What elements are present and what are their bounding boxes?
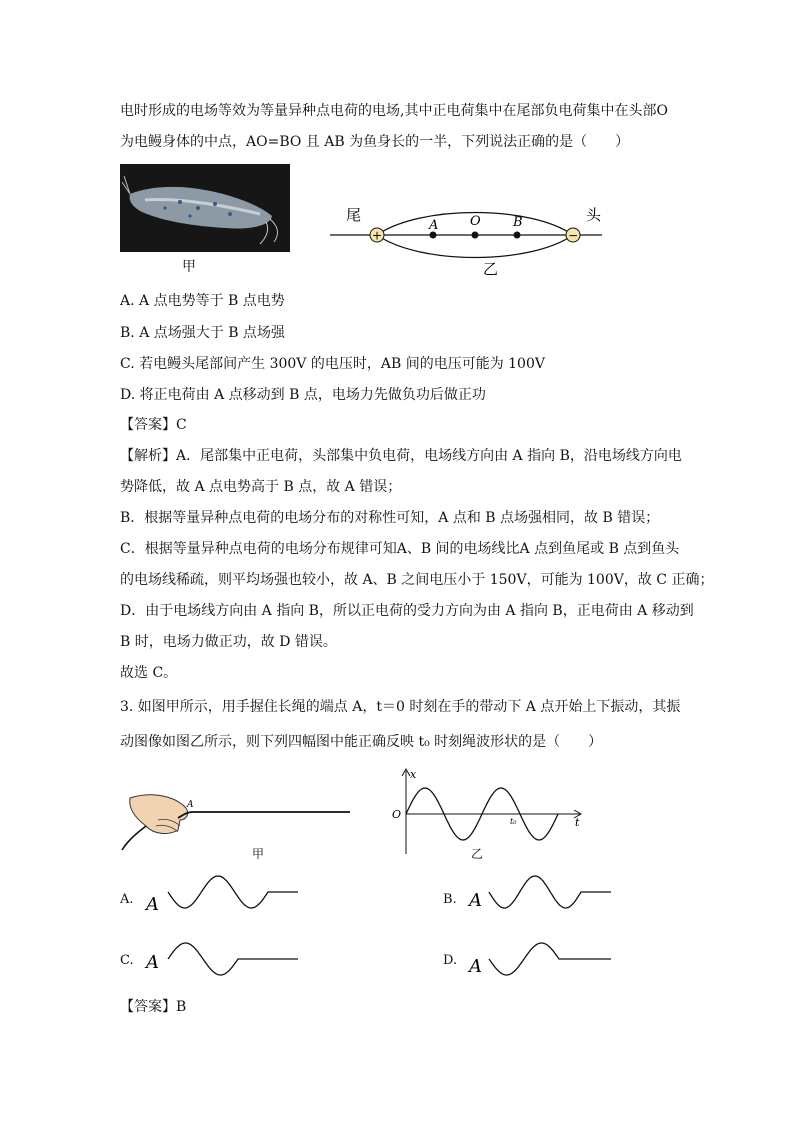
q2-analysis-line2: 势降低，故 A 点电势高于 B 点，故 A 错误； <box>120 479 402 495</box>
wave-option-a <box>140 870 300 920</box>
q2-option-a: A. A 点电势等于 B 点电势 <box>120 293 285 309</box>
q3-option-b-label: B. <box>443 892 457 907</box>
q2-analysis-line5: 的电场线稀疏，则平均场强也较小，故 A、B 之间电压小于 150V，可能为 100V，故 C 正确； <box>120 572 714 588</box>
wave-option-b <box>465 870 615 920</box>
q2-analysis-line3: B．根据等量异种点电荷的电场分布的对称性可知，A 点和 B 点场强相同，故 B 错误； <box>120 510 660 526</box>
q2-analysis-line6: D．由于电场线方向由 A 指向 B，所以正电荷的受力方向为由 A 指向 B，正电荷由 A 移动到 <box>120 603 694 619</box>
q2-option-d: D. 将正电荷由 A 点移动到 B 点，电场力先做负功后做正功 <box>120 387 486 403</box>
q2-analysis-line1: 【解析】A．尾部集中正电荷，头部集中负电荷，电场线方向由 A 指向 B，沿电场线方向电 <box>120 448 682 464</box>
svg-text:A: A <box>469 890 482 911</box>
q3-option-a-label: A. <box>120 892 134 907</box>
axis-x-label: x <box>410 768 417 781</box>
q2-stem-line2: 为电鳗身体的中点，AO=BO 且 AB 为鱼身长的一半，下列说法正确的是（ ） <box>120 134 630 150</box>
wave-option-c <box>140 932 300 982</box>
hand-a-label: A <box>187 800 194 810</box>
axis-t-label: t <box>575 816 580 829</box>
q2-answer: 【答案】C <box>120 417 187 433</box>
svg-text:A: A <box>146 894 159 915</box>
q3-stem-line1: 3. 如图甲所示，用手握住长绳的端点 A，t＝0 时刻在手的带动下 A 点开始上下振动，其振 <box>120 699 681 715</box>
q3-stem-line2: 动图像如图乙所示，则下列四幅图中能正确反映 t₀ 时刻绳波形状的是（ ） <box>120 734 603 750</box>
fig-jia-label: 甲 <box>182 259 196 275</box>
axis-o-label: O <box>392 808 402 821</box>
head-label: 头 <box>586 206 602 224</box>
axis-t0-label: t₀ <box>510 817 517 826</box>
q2-analysis-line7: B 时，电场力做正功，故 D 错误。 <box>120 634 337 650</box>
point-b-label: B <box>513 215 523 230</box>
q3-fig-jia-label: 甲 <box>252 847 265 861</box>
svg-text:A: A <box>469 956 482 977</box>
hand-rope-figure <box>118 790 358 865</box>
q2-option-b: B. A 点场强大于 B 点场强 <box>120 325 285 341</box>
eel-photo <box>120 164 290 252</box>
fig-yi-label: 乙 <box>483 260 499 278</box>
wave-option-d <box>465 932 615 982</box>
field-line-diagram <box>330 200 610 280</box>
svg-text:−: − <box>567 228 579 243</box>
q2-stem-line1: 电时形成的电场等效为等量异种点电荷的电场,其中正电荷集中在尾部负电荷集中在头部O <box>120 103 668 119</box>
point-a-label: A <box>429 218 439 233</box>
q3-option-d-label: D. <box>443 953 458 968</box>
q3-option-c-label: C. <box>120 953 134 968</box>
q3-answer: 【答案】B <box>120 999 187 1015</box>
q2-analysis-line4: C．根据等量异种点电荷的电场分布规律可知A、B 间的电场线比A 点到鱼尾或 B 点到鱼头 <box>120 541 680 557</box>
svg-text:A: A <box>146 952 159 973</box>
svg-text:+: + <box>371 228 383 243</box>
q2-choose: 故选 C。 <box>120 665 178 681</box>
tail-label: 尾 <box>346 206 362 224</box>
vibration-graph <box>388 766 588 856</box>
q3-fig-yi-label: 乙 <box>471 847 484 861</box>
q2-option-c: C. 若电鳗头尾部间产生 300V 的电压时，AB 间的电压可能为 100V <box>120 356 545 372</box>
point-o-label: O <box>470 214 481 229</box>
